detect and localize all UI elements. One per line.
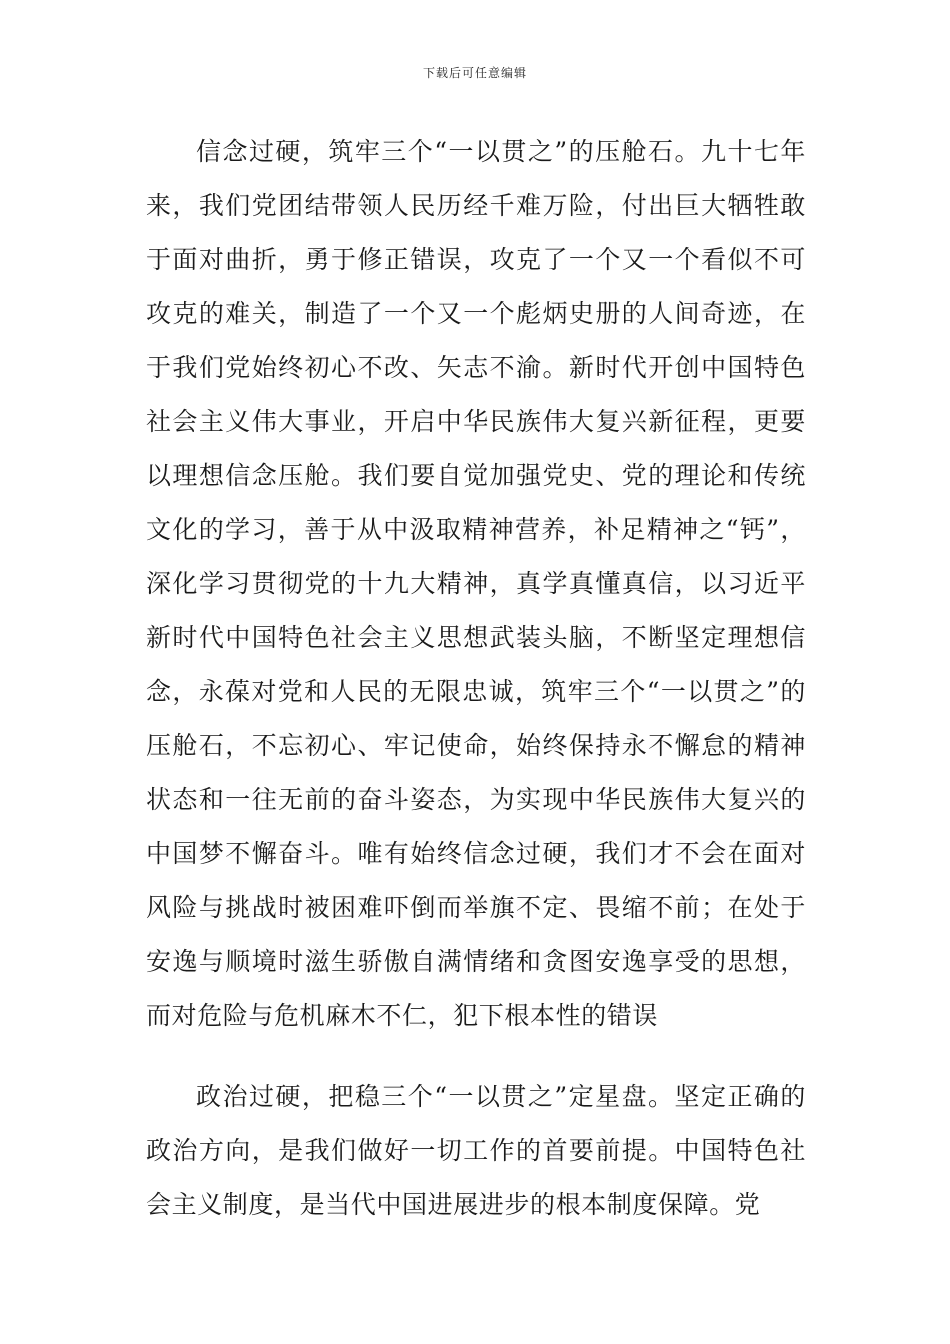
page-header: 下载后可任意编辑 xyxy=(422,66,527,80)
paragraph-politics: 政治过硬，把稳三个“一以贯之”定星盘。坚定正确的政治方向，是我们做好一切工作的首要前提。中国特色社会主义制度，是当代中国进展进步的根本制度保障。党 xyxy=(146,1082,806,1219)
paragraph-faith: 信念过硬，筑牢三个“一以贯之”的压舱石。九十七年来，我们党团结带领人民历经千难万险，付出巨大牺牲敢于面对曲折，勇于修正错误，攻克了一个又一个看似不可攻克的难关，制造了一个又一个彪炳史册的人间奇迹，在于我们党始终初心不改、矢志不渝。新时代开创中国特色社会主义伟大事业，开启中华民族伟大复兴新征程，更要以理想信念压舱。我们要自觉加强党史、党的理论和传统文化的学习，善于从中汲取精神营养，补足精神之“钙”，深化学习贯彻党的十九大精神，真学真懂真信，以习近平新时代中国特色社会主义思想武装头脑，不断坚定理想信念，永葆对党和人民的无限忠诚，筑牢三个“一以贯之”的压舱石，不忘初心、牢记使命，始终保持永不懈怠的精神状态和一往无前的奋斗姿态，为实现中华民族伟大复兴的中国梦不懈奋斗。唯有始终信念过硬，我们才不会在面对风险与挑战时被困难吓倒而举旗不定、畏缩不前；在处于安逸与顺境时滋生骄傲自满情绪和贪图安逸享受的思想，而对危险与危机麻木不仁，犯下根本性的错误 xyxy=(146,137,806,1030)
